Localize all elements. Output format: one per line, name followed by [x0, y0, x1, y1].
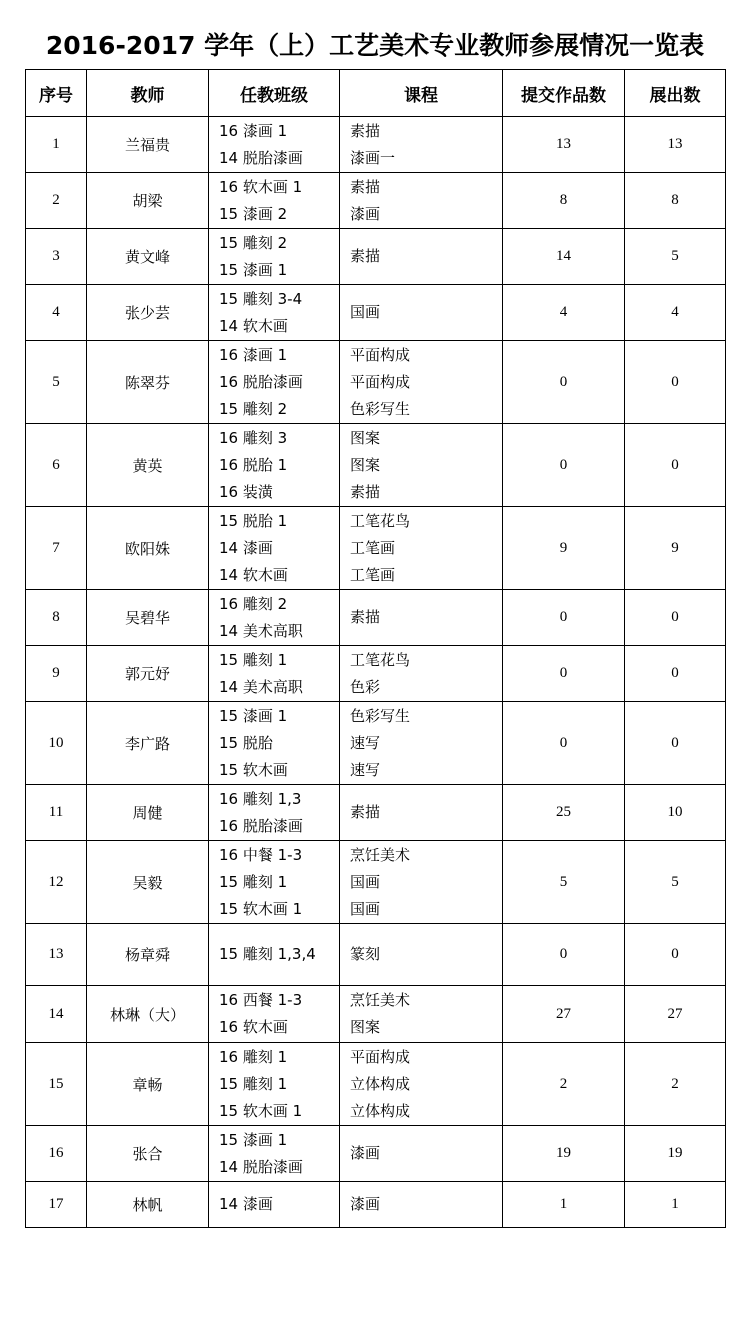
- cell-teacher: 林琳（大）: [87, 986, 209, 1043]
- cell-submitted: 0: [503, 702, 625, 785]
- cell-classes: [209, 785, 340, 841]
- cell-teacher: 郭元妤: [87, 646, 209, 702]
- cell-submitted: 8: [503, 173, 625, 229]
- class-line: 15 雕刻 2: [219, 399, 288, 418]
- cell-course: [340, 229, 503, 285]
- class-line: 15 软木画 1: [219, 899, 303, 918]
- cell-classes: [209, 1043, 340, 1126]
- cell-shown: 0: [625, 702, 726, 785]
- course-line: 平面构成: [350, 1047, 411, 1066]
- cell-index: 10: [26, 702, 87, 785]
- cell-index: 1: [26, 117, 87, 173]
- class-line: 14 软木画: [219, 565, 288, 584]
- cell-shown: 9: [625, 507, 726, 590]
- cell-index: 17: [26, 1182, 87, 1228]
- cell-classes: [209, 841, 340, 924]
- course-line: 素描: [350, 177, 381, 196]
- cell-submitted: 1: [503, 1182, 625, 1228]
- cell-submitted: 0: [503, 424, 625, 507]
- cell-shown: 0: [625, 590, 726, 646]
- class-line: 16 软木画 1: [219, 177, 303, 196]
- table-row: [26, 986, 726, 1043]
- cell-shown: 27: [625, 986, 726, 1043]
- class-line: 16 雕刻 2: [219, 594, 288, 613]
- header-teacher: 教师: [87, 70, 209, 117]
- class-line: 15 漆画 2: [219, 204, 288, 223]
- cell-course: [340, 590, 503, 646]
- class-line: 16 软木画: [219, 1018, 288, 1036]
- cell-shown: 19: [625, 1126, 726, 1182]
- cell-submitted: 4: [503, 285, 625, 341]
- class-line: 15 雕刻 1: [219, 872, 288, 891]
- cell-index: 2: [26, 173, 87, 229]
- class-line: 15 脱胎: [219, 733, 273, 752]
- cell-submitted: 0: [503, 590, 625, 646]
- class-line: 15 雕刻 1,3,4: [219, 945, 316, 963]
- course-line: 素描: [350, 482, 381, 501]
- cell-classes: [209, 646, 340, 702]
- table-row: [26, 924, 726, 986]
- cell-teacher: 陈翠芬: [87, 341, 209, 424]
- cell-teacher: 吴碧华: [87, 590, 209, 646]
- cell-submitted: 13: [503, 117, 625, 173]
- cell-classes: [209, 590, 340, 646]
- cell-teacher: 胡梁: [87, 173, 209, 229]
- course-line: 篆刻: [350, 945, 381, 963]
- course-line: 漆画: [350, 204, 381, 223]
- class-line: 16 脱胎 1: [219, 455, 288, 474]
- class-line: 15 雕刻 2: [219, 233, 288, 252]
- table-row: [26, 117, 726, 173]
- class-line: 16 脱胎漆画: [219, 372, 303, 391]
- cell-submitted: 25: [503, 785, 625, 841]
- course-line: 速写: [350, 760, 381, 779]
- class-line: 16 漆画 1: [219, 121, 288, 140]
- cell-teacher: 杨章舜: [87, 924, 209, 986]
- cell-classes: [209, 424, 340, 507]
- cell-index: 9: [26, 646, 87, 702]
- cell-shown: 1: [625, 1182, 726, 1228]
- cell-index: 8: [26, 590, 87, 646]
- table-row: [26, 702, 726, 785]
- header-course: 课程: [340, 70, 503, 117]
- cell-shown: 0: [625, 341, 726, 424]
- cell-submitted: 0: [503, 341, 625, 424]
- cell-submitted: 0: [503, 646, 625, 702]
- table-row: [26, 1126, 726, 1182]
- course-line: 图案: [350, 455, 381, 474]
- cell-teacher: 章畅: [87, 1043, 209, 1126]
- cell-course: [340, 646, 503, 702]
- table-row: [26, 285, 726, 341]
- table-row: [26, 646, 726, 702]
- class-line: 14 脱胎漆画: [219, 148, 303, 167]
- table-row: [26, 424, 726, 507]
- course-line: 漆画一: [350, 148, 396, 167]
- cell-teacher: 黄文峰: [87, 229, 209, 285]
- course-line: 素描: [350, 247, 381, 265]
- table-row: [26, 785, 726, 841]
- class-line: 16 雕刻 3: [219, 428, 288, 447]
- cell-teacher: 欧阳姝: [87, 507, 209, 590]
- class-line: 15 漆画 1: [219, 260, 288, 279]
- table-row: [26, 1182, 726, 1228]
- cell-course: [340, 1182, 503, 1228]
- cell-shown: 0: [625, 924, 726, 986]
- cell-shown: 10: [625, 785, 726, 841]
- class-line: 14 美术高职: [219, 677, 303, 696]
- cell-submitted: 14: [503, 229, 625, 285]
- class-line: 15 漆画 1: [219, 706, 288, 725]
- course-line: 烹饪美术: [350, 991, 411, 1009]
- cell-submitted: 2: [503, 1043, 625, 1126]
- cell-classes: [209, 341, 340, 424]
- header-submitted: 提交作品数: [503, 70, 625, 117]
- cell-course: [340, 424, 503, 507]
- cell-shown: 8: [625, 173, 726, 229]
- cell-teacher: 兰福贵: [87, 117, 209, 173]
- course-line: 工笔花鸟: [350, 650, 411, 669]
- table-row: [26, 841, 726, 924]
- course-line: 素描: [350, 803, 381, 821]
- cell-classes: [209, 507, 340, 590]
- cell-course: [340, 173, 503, 229]
- cell-classes: [209, 1182, 340, 1228]
- cell-course: [340, 1043, 503, 1126]
- course-line: 工笔花鸟: [350, 511, 411, 530]
- header-classes: 任教班级: [209, 70, 340, 117]
- cell-teacher: 黄英: [87, 424, 209, 507]
- cell-shown: 5: [625, 841, 726, 924]
- course-line: 国画: [350, 303, 381, 321]
- course-line: 素描: [350, 121, 381, 140]
- class-line: 16 雕刻 1: [219, 1047, 288, 1066]
- course-line: 立体构成: [350, 1101, 411, 1120]
- class-line: 14 美术高职: [219, 621, 303, 640]
- cell-classes: [209, 117, 340, 173]
- cell-classes: [209, 1126, 340, 1182]
- table-row: [26, 507, 726, 590]
- cell-teacher: 周健: [87, 785, 209, 841]
- cell-course: [340, 117, 503, 173]
- course-line: 色彩: [350, 677, 381, 696]
- cell-teacher: 张少芸: [87, 285, 209, 341]
- course-line: 色彩写生: [350, 399, 411, 418]
- class-line: 14 漆画: [219, 538, 273, 557]
- course-line: 漆画: [350, 1144, 381, 1162]
- table-row: [26, 173, 726, 229]
- course-line: 色彩写生: [350, 706, 411, 725]
- cell-shown: 13: [625, 117, 726, 173]
- table-row: [26, 229, 726, 285]
- cell-index: 7: [26, 507, 87, 590]
- table-row: [26, 590, 726, 646]
- class-line: 15 脱胎 1: [219, 511, 288, 530]
- cell-shown: 0: [625, 424, 726, 507]
- class-line: 15 雕刻 1: [219, 650, 288, 669]
- page-title: 2016-2017 学年（上）工艺美术专业教师参展情况一览表: [45, 31, 705, 60]
- cell-course: [340, 285, 503, 341]
- cell-classes: [209, 986, 340, 1043]
- cell-classes: [209, 285, 340, 341]
- cell-shown: 5: [625, 229, 726, 285]
- cell-shown: 2: [625, 1043, 726, 1126]
- course-line: 工笔画: [350, 565, 396, 584]
- class-line: 16 西餐 1-3: [219, 991, 303, 1009]
- cell-teacher: 吴毅: [87, 841, 209, 924]
- cell-submitted: 5: [503, 841, 625, 924]
- cell-course: [340, 341, 503, 424]
- cell-course: [340, 841, 503, 924]
- cell-index: 5: [26, 341, 87, 424]
- course-line: 立体构成: [350, 1074, 411, 1093]
- course-line: 烹饪美术: [350, 845, 411, 864]
- cell-index: 16: [26, 1126, 87, 1182]
- cell-classes: [209, 924, 340, 986]
- cell-course: [340, 507, 503, 590]
- cell-teacher: 李广路: [87, 702, 209, 785]
- class-line: 15 雕刻 3-4: [219, 289, 303, 308]
- cell-submitted: 9: [503, 507, 625, 590]
- cell-index: 15: [26, 1043, 87, 1126]
- cell-teacher: 张合: [87, 1126, 209, 1182]
- cell-course: [340, 702, 503, 785]
- cell-classes: [209, 173, 340, 229]
- cell-shown: 4: [625, 285, 726, 341]
- course-line: 图案: [350, 428, 381, 447]
- class-line: 15 漆画 1: [219, 1130, 288, 1149]
- class-line: 16 装潢: [219, 482, 273, 501]
- cell-course: [340, 785, 503, 841]
- cell-submitted: 0: [503, 924, 625, 986]
- class-line: 14 漆画: [219, 1195, 273, 1213]
- cell-index: 12: [26, 841, 87, 924]
- cell-course: [340, 924, 503, 986]
- cell-index: 6: [26, 424, 87, 507]
- class-line: 14 软木画: [219, 316, 288, 335]
- class-line: 16 雕刻 1,3: [219, 789, 302, 808]
- table-row: [26, 341, 726, 424]
- course-line: 国画: [350, 899, 381, 918]
- course-line: 平面构成: [350, 345, 411, 364]
- header-row: [26, 70, 726, 117]
- cell-classes: [209, 229, 340, 285]
- cell-submitted: 27: [503, 986, 625, 1043]
- course-line: 素描: [350, 608, 381, 626]
- cell-index: 14: [26, 986, 87, 1043]
- class-line: 14 脱胎漆画: [219, 1157, 303, 1176]
- header-index: 序号: [26, 70, 87, 117]
- cell-shown: 0: [625, 646, 726, 702]
- cell-submitted: 19: [503, 1126, 625, 1182]
- course-line: 漆画: [350, 1195, 381, 1213]
- cell-index: 4: [26, 285, 87, 341]
- cell-index: 3: [26, 229, 87, 285]
- table-row: [26, 1043, 726, 1126]
- course-line: 平面构成: [350, 372, 411, 391]
- cell-index: 11: [26, 785, 87, 841]
- course-line: 工笔画: [350, 538, 396, 557]
- course-line: 国画: [350, 872, 381, 891]
- class-line: 16 中餐 1-3: [219, 845, 303, 864]
- cell-classes: [209, 702, 340, 785]
- course-line: 图案: [350, 1018, 381, 1036]
- class-line: 16 漆画 1: [219, 345, 288, 364]
- class-line: 15 软木画 1: [219, 1101, 303, 1120]
- cell-course: [340, 986, 503, 1043]
- cell-teacher: 林帆: [87, 1182, 209, 1228]
- cell-index: 13: [26, 924, 87, 986]
- class-line: 15 雕刻 1: [219, 1074, 288, 1093]
- course-line: 速写: [350, 733, 381, 752]
- class-line: 15 软木画: [219, 760, 288, 779]
- class-line: 16 脱胎漆画: [219, 816, 303, 835]
- exhibition-table: [25, 69, 726, 1228]
- cell-course: [340, 1126, 503, 1182]
- header-shown: 展出数: [625, 70, 726, 117]
